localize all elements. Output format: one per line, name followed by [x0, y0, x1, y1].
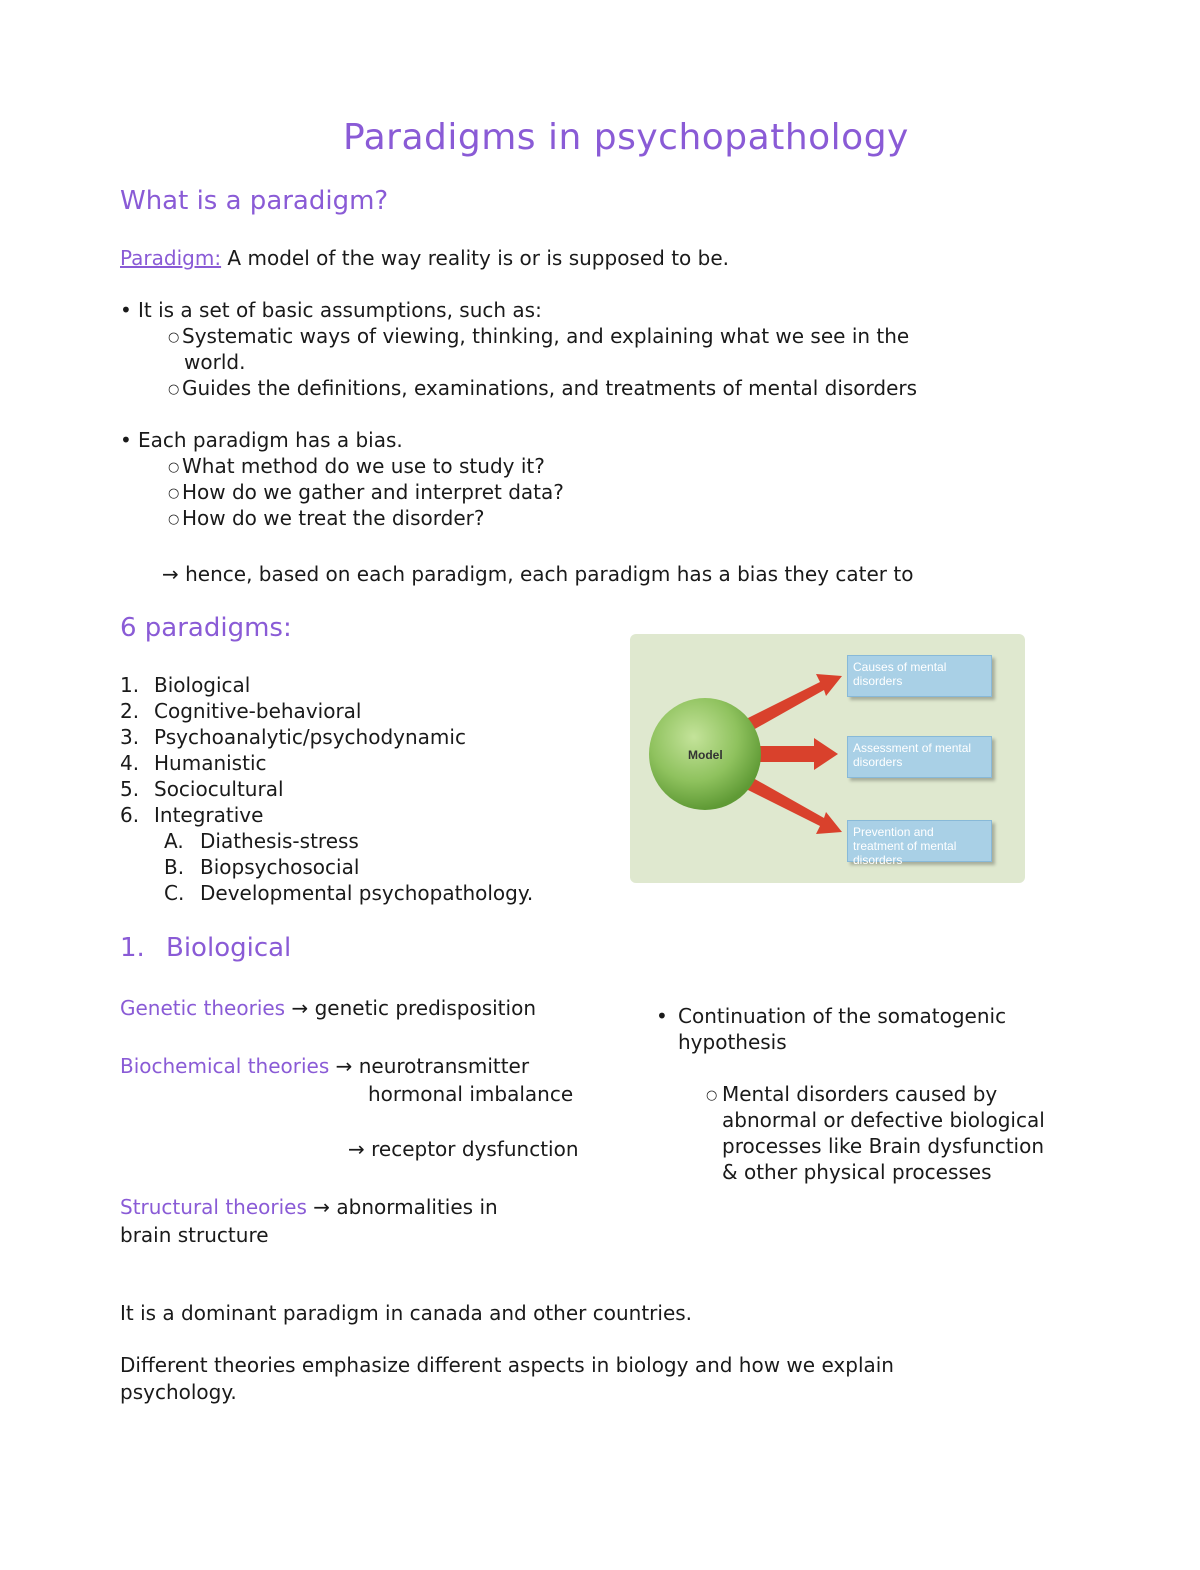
paragraph-dominant: It is a dominant paradigm in canada and other countries. — [120, 1301, 693, 1325]
structural-continuation: brain structure — [120, 1223, 269, 1247]
sub-bullet: ○ What method do we use to study it? — [168, 453, 545, 481]
genetic-theories-line: Genetic theories → genetic predisposition — [120, 996, 536, 1020]
sub-bullet-continuation: & other physical processes — [722, 1160, 992, 1184]
bullet-somatogenic-continuation: hypothesis — [678, 1030, 787, 1054]
section-heading-six-paradigms: 6 paradigms: — [120, 613, 292, 643]
list-item: 1. Biological — [120, 673, 251, 697]
definition-term: Paradigm: — [120, 246, 222, 270]
definition-line — [120, 245, 729, 271]
sub-bullet-continuation: processes like Brain dysfunction — [722, 1134, 1045, 1158]
circle-bullet-icon: ○ — [168, 486, 180, 501]
bullet-dot: • — [120, 428, 132, 452]
paragraph-different-theories: Different theories emphasize different aspects in biology and how we explain — [120, 1353, 894, 1377]
bullet-text: It is a set of basic assumptions, such as: — [138, 298, 542, 322]
model-label: Model — [688, 748, 723, 762]
arrow-to-assessment — [748, 738, 838, 770]
circle-bullet-icon: ○ — [168, 512, 180, 527]
list-item: 4. Humanistic — [120, 751, 267, 775]
sub-list-item: C. Developmental psychopathology. — [164, 881, 534, 905]
sub-bullet: ○ Guides the definitions, examinations, and treatments of mental disorders — [168, 375, 917, 403]
box-assessment: Assessment of mental disorders — [847, 736, 992, 778]
circle-bullet-icon: ○ — [168, 330, 180, 345]
list-item: 6. Integrative — [120, 803, 264, 827]
bullet-dot: • — [656, 1004, 668, 1028]
sub-bullet: ○ How do we gather and interpret data? — [168, 479, 564, 507]
sub-list-item: B. Biopsychosocial — [164, 855, 360, 879]
circle-bullet-icon: ○ — [168, 460, 180, 475]
biochemical-theories-line: Biochemical theories → neurotransmitter — [120, 1054, 530, 1078]
sub-bullet-continuation: abnormal or defective biological — [722, 1108, 1045, 1132]
circle-bullet-icon: ○ — [706, 1088, 718, 1103]
arrow-to-causes — [740, 674, 842, 734]
bullet-text: Each paradigm has a bias. — [138, 428, 403, 452]
arrow-to-prevention — [740, 774, 842, 834]
box-causes: Causes of mental disorders — [847, 655, 992, 697]
section-heading-biological: 1. Biological — [120, 933, 292, 963]
list-item: 3. Psychoanalytic/psychodynamic — [120, 725, 466, 749]
section-heading-what-is-paradigm: What is a paradigm? — [120, 186, 389, 216]
biochemical-receptor: → receptor dysfunction — [348, 1137, 579, 1161]
sub-bullet-continuation: world. — [184, 350, 246, 374]
bullet-dot: • — [120, 298, 132, 322]
conclusion-line: → hence, based on each paradigm, each paradigm has a bias they cater to — [162, 562, 914, 586]
page-title: Paradigms in psychopathology — [343, 117, 909, 158]
definition-text: A model of the way reality is or is supposed to be. — [221, 246, 729, 270]
structural-theories-line: Structural theories → abnormalities in — [120, 1195, 498, 1219]
list-item: 5. Sociocultural — [120, 777, 284, 801]
sub-bullet: ○ How do we treat the disorder? — [168, 505, 484, 533]
box-prevention: Prevention and treatment of mental disorders — [847, 820, 992, 862]
circle-bullet-icon: ○ — [168, 382, 180, 397]
paragraph-different-theories-continuation: psychology. — [120, 1380, 237, 1404]
sub-bullet: ○ Mental disorders caused by — [706, 1081, 997, 1109]
biochemical-hormonal: hormonal imbalance — [368, 1082, 574, 1106]
bullet-somatogenic: • Continuation of the somatogenic — [656, 1004, 1007, 1028]
bullet-bias — [120, 427, 403, 453]
sub-list-item: A. Diathesis-stress — [164, 829, 359, 853]
list-item: 2. Cognitive-behavioral — [120, 699, 362, 723]
sub-bullet: ○ Systematic ways of viewing, thinking, and explaining what we see in the — [168, 323, 909, 351]
bullet-assumptions — [120, 297, 542, 323]
